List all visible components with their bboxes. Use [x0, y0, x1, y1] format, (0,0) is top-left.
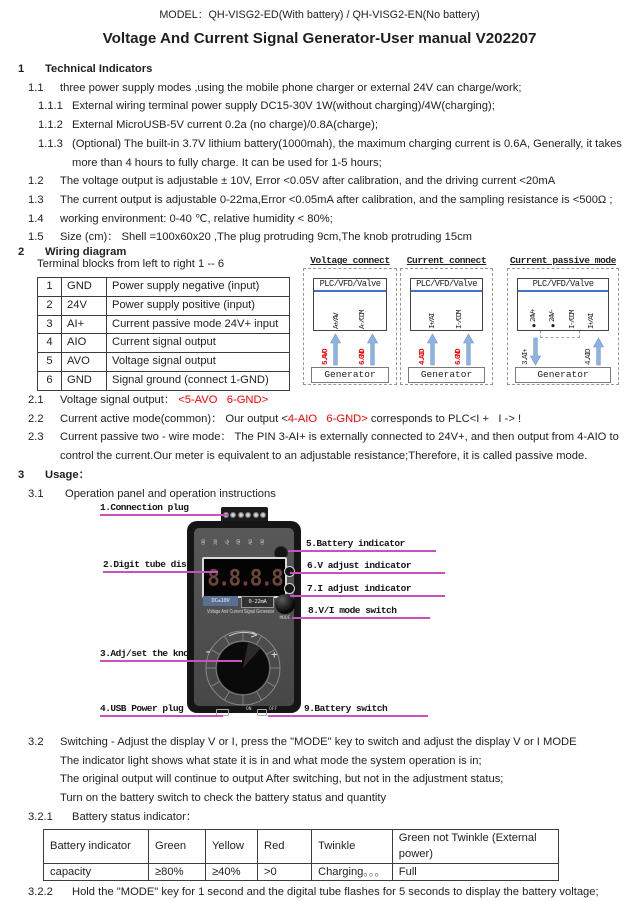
- item-text: The voltage output is adjustable ± 10V, Error <0.05V after calibration, and the driving current <20mA: [60, 175, 556, 188]
- cell: Current passive mode 24V+ input: [107, 315, 290, 334]
- table-row: [38, 278, 290, 297]
- item-text: Size (cm)： Shell =100x60x20 ,The plug protruding 9cm,The knob protruding 15cm: [60, 231, 472, 244]
- section-number: 1: [18, 63, 25, 75]
- section-number: 2: [18, 246, 25, 258]
- item-text: Switching - Adjust the display V or I, press the "MODE" key to switch and adjust the display V or I MODE: [60, 736, 577, 748]
- item-number: 3.2.1: [28, 810, 53, 823]
- item-number: 1.3: [28, 193, 44, 206]
- item-number: 3.1: [28, 487, 44, 500]
- voltage-range-badge: DC±10V: [203, 596, 238, 606]
- callout-mode-switch: 8.V/I mode switch: [292, 605, 430, 619]
- item-text: more than 4 hours to fully charge. It can be used for 1-5 hours;: [72, 156, 382, 169]
- cell: Yellow: [206, 829, 258, 863]
- manual-item: [0, 391, 630, 410]
- plc-label: PLC/VFD/Valve: [518, 279, 608, 292]
- manual-item: [0, 883, 630, 902]
- cell: AVO: [62, 353, 107, 372]
- diagram-frame: [303, 268, 397, 385]
- cell: ≥80%: [149, 863, 206, 881]
- knob: [201, 624, 285, 708]
- plc-label: PLC/VFD/Valve: [411, 279, 482, 292]
- callout-i-adjust: 7.I adjust indicator: [290, 583, 445, 597]
- item-text: [60, 391, 630, 410]
- cell: ≥40%: [206, 863, 258, 881]
- section-title: Technical Indicators: [45, 63, 153, 75]
- wire-label: 6.GND: [359, 349, 367, 365]
- manual-item: [0, 210, 630, 229]
- callout-connection-plug: 1.Connection plug: [100, 502, 228, 516]
- plc-terminal-label: I-/COM: [568, 310, 577, 329]
- cell: 2: [38, 296, 62, 315]
- model-line: MODEL：QH-VISG2-ED(With battery) / QH-VISG2-EN(No battery): [159, 9, 480, 21]
- terminal-strip-labels: [202, 532, 266, 545]
- plc-box: [313, 278, 387, 331]
- current-range-badge: 0-22mA: [241, 596, 274, 608]
- callout-v-adjust: 6.V adjust indicator: [290, 560, 445, 574]
- section-title: Usage：: [45, 468, 90, 481]
- wire-label: 6.GND: [455, 349, 464, 365]
- plus-label: +: [271, 648, 278, 661]
- section-number: 3: [18, 468, 25, 481]
- item-text: Battery status indicator：: [72, 810, 197, 823]
- table-row: [38, 296, 290, 315]
- callout-battery-switch: 9.Battery switch: [268, 703, 428, 717]
- battery-switch-icon: [257, 709, 267, 716]
- generator-box: Generator: [408, 367, 485, 383]
- table-row: [38, 371, 290, 390]
- terminal-screw: [230, 512, 236, 518]
- table-row: [44, 829, 559, 863]
- cell: AIO: [62, 334, 107, 353]
- manual-item: [0, 191, 630, 210]
- item-text: Current passive two - wire mode： The PIN 3-AI+ is externally connected to 24V+, and then output from 4-AIO to: [60, 431, 619, 444]
- manual-item-continuation: [0, 789, 630, 808]
- off-label: OFF: [269, 707, 278, 712]
- section-wiring-diagram: [0, 243, 639, 392]
- up-arrow-icon: [367, 334, 378, 365]
- manual-item-continuation: [0, 447, 630, 466]
- cell: Power supply negative (input): [107, 278, 290, 297]
- cell: 24V: [62, 296, 107, 315]
- item-number: 1.1.3: [38, 137, 63, 150]
- item-text: control the current.Our meter is equivalent to an adjustable resistance;Therefore, it is called passive mode.: [60, 450, 588, 463]
- note-text-red: 4-AIO 6-GND>: [287, 412, 368, 425]
- note-text: corresponds to PLC<I + I -> !: [367, 412, 522, 425]
- section-technical-indicators: [0, 60, 630, 247]
- cell: capacity: [44, 863, 149, 881]
- item-number: 1.2: [28, 175, 44, 188]
- terminal-strip-label: 24V: [213, 539, 219, 545]
- item-text: [60, 410, 630, 429]
- plc-terminals: [518, 292, 608, 330]
- item-text: The indicator light shows what state it is in and what mode the system operation is in;: [60, 754, 482, 767]
- item-number: 3.2.2: [28, 886, 53, 899]
- cell: AI+: [62, 315, 107, 334]
- manual-item: [0, 428, 630, 447]
- terminal-blocks-subtitle: Terminal blocks from left to right 1 -- 6: [37, 258, 225, 270]
- up-arrow-icon: [593, 338, 604, 365]
- up-arrow-icon: [427, 334, 438, 365]
- cell: Twinkle: [312, 829, 393, 863]
- item-number: 2.3: [28, 431, 44, 444]
- wire-arrows: [508, 338, 618, 365]
- plc-terminal-label: A-/COM: [359, 310, 368, 329]
- up-arrow-icon: [330, 334, 341, 365]
- item-number: 2.2: [28, 412, 44, 425]
- terminal-table: [37, 277, 290, 391]
- wire-arrows: [304, 331, 396, 365]
- wiring-diagrams: [303, 255, 636, 390]
- callout-usb-plug: 4.USB Power plug: [100, 703, 223, 717]
- terminal-screw: [245, 512, 251, 518]
- terminal-screw: [253, 512, 259, 518]
- item-text: The original output will continue to output After switching, but not in the adjustment status;: [60, 773, 504, 786]
- table-row: [38, 353, 290, 372]
- brand-text: Voltage And Current Signal Generator: [207, 609, 275, 615]
- on-label: ON: [246, 707, 252, 712]
- manual-item: [0, 808, 630, 827]
- diagram-frame: [507, 268, 619, 385]
- cell: Full: [392, 863, 558, 881]
- cell: >0: [258, 863, 312, 881]
- plc-terminals: [314, 292, 386, 330]
- plc-terminal-label: I+/AI: [588, 313, 597, 329]
- item-text: External wiring terminal power supply DC15-30V 1W(without charging)/4W(charging);: [72, 100, 495, 113]
- cell: Power supply positive (input): [107, 296, 290, 315]
- cell: 4: [38, 334, 62, 353]
- cell: 6: [38, 371, 62, 390]
- diagram-current-connect: [400, 255, 493, 385]
- diagram-title: Current passive mode: [509, 255, 617, 266]
- plc-terminal-label: A+/AV: [332, 313, 341, 329]
- cell: Signal ground (connect 1-GND): [107, 371, 290, 390]
- generator-box: Generator: [311, 367, 389, 383]
- cell: Charging。。。: [312, 863, 393, 881]
- plc-terminal-label: I-/COM: [455, 310, 464, 329]
- item-text: The current output is adjustable 0-22ma,Error <0.05mA after calibration, and the sampling resistance is <500Ω ;: [60, 193, 613, 206]
- note-text: Current active mode(common)： Our output <: [60, 412, 288, 425]
- callout-knob: 3.Adj/set the knob: [100, 648, 242, 662]
- diagram-title: Voltage connect: [310, 255, 390, 266]
- diagram-frame: [400, 268, 493, 385]
- item-text: working environment: 0-40 ℃, relative humidity < 80%;: [60, 212, 333, 225]
- manual-item: [0, 172, 630, 191]
- diagram-current-passive: [507, 255, 619, 385]
- wire-arrows: [401, 331, 492, 365]
- item-number: 1.1.1: [38, 100, 63, 113]
- generator-box: Generator: [515, 367, 611, 383]
- item-text: Turn on the battery switch to check the battery status and quantity: [60, 792, 387, 805]
- cell: 1: [38, 278, 62, 297]
- manual-item: [0, 135, 630, 154]
- down-arrow-icon: [530, 338, 541, 365]
- manual-item: [0, 97, 630, 116]
- cell: GND: [62, 278, 107, 297]
- item-number: 1.5: [28, 231, 44, 244]
- cell: 5: [38, 353, 62, 372]
- item-text: Hold the "MODE" key for 1 second and the digital tube flashes for 5 seconds to display the battery voltage;: [72, 886, 599, 899]
- item-text: External MicroUSB-5V current 0.2a (no charge)/0.8A(charge);: [72, 119, 378, 132]
- item-text: three power supply modes ,using the mobile phone charger or external 24V can charge/work;: [60, 81, 522, 94]
- wiring-notes: [0, 391, 630, 503]
- plc-terminal-label: I+/AI: [429, 313, 438, 329]
- terminal-screw: [238, 512, 244, 518]
- section-switching: [0, 733, 630, 902]
- terminal-strip-label: AIO: [237, 539, 243, 545]
- manual-item-continuation: [0, 752, 630, 771]
- table-row: [44, 863, 559, 881]
- wire-label: 4.AIO: [585, 349, 593, 365]
- manual-item: [0, 116, 630, 135]
- battery-status-table: [43, 829, 559, 882]
- plc-label: PLC/VFD/Valve: [314, 279, 386, 292]
- terminal-strip-label: GND: [202, 539, 207, 545]
- cell: 3: [38, 315, 62, 334]
- table-row: [38, 315, 290, 334]
- callout-battery-indicator: 5.Battery indicator: [288, 538, 436, 552]
- manual-item-continuation: [0, 770, 630, 789]
- wire-label: 4.AIO: [418, 349, 427, 365]
- plc-box: [410, 278, 483, 331]
- terminal-strip-label: AVO: [249, 539, 255, 545]
- item-number: 3.2: [28, 736, 44, 748]
- terminal-strip-label: AI+: [225, 539, 231, 545]
- item-text: (Optional) The built-in 3.7V lithium battery(1000mah), the maximum charging current is 0.6A, Generally, it takes: [72, 137, 622, 150]
- mode-button-label: MODE: [279, 616, 291, 621]
- section-title: Wiring diagram: [45, 246, 127, 258]
- device-figure: [0, 497, 639, 735]
- manual-item: [0, 410, 630, 429]
- terminal-screw: [260, 512, 266, 518]
- plc-terminal-label: ●24V+: [529, 310, 538, 329]
- jumper-wire: [540, 331, 580, 338]
- item-number: 1.4: [28, 212, 44, 225]
- cell: Battery indicator: [44, 829, 149, 863]
- cell: Current signal output: [107, 334, 290, 353]
- note-text-red: <5-AVO 6-GND>: [178, 394, 269, 406]
- diagram-voltage-connect: [303, 255, 397, 385]
- note-text: Voltage signal output：: [60, 394, 179, 406]
- terminal-strip-label: GND: [260, 539, 266, 545]
- item-number: 1.1.2: [38, 119, 63, 132]
- manual-item: [0, 733, 630, 752]
- section-heading: [0, 466, 630, 485]
- manual-item-continuation: [0, 154, 630, 173]
- cell: Voltage signal output: [107, 353, 290, 372]
- plc-box: [517, 278, 609, 331]
- diagram-title: Current connect: [406, 255, 487, 266]
- cell: Green: [149, 829, 206, 863]
- callout-digit-tube: 2.Digit tube disp: [103, 559, 218, 573]
- cell: GND: [62, 371, 107, 390]
- wire-label: 5.AVO: [322, 349, 330, 365]
- plc-terminals: [411, 292, 482, 330]
- item-text: Operation panel and operation instructions: [65, 487, 276, 500]
- up-arrow-icon: [463, 334, 474, 365]
- cell: Red: [258, 829, 312, 863]
- manual-item: [0, 79, 630, 98]
- wire-label: 3.AI+: [522, 349, 530, 365]
- item-number: 2.1: [28, 394, 44, 406]
- plc-terminal-label: ●24V-: [549, 310, 558, 329]
- page-title: Voltage And Current Signal Generator-User manual V202207: [102, 30, 537, 47]
- display-digits: 8.8.8.8: [207, 564, 282, 591]
- item-number: 1.1: [28, 81, 44, 94]
- minus-label: -: [204, 644, 213, 660]
- section-heading: [0, 60, 630, 79]
- table-row: [38, 334, 290, 353]
- cell: Green not Twinkle (External power): [392, 829, 558, 863]
